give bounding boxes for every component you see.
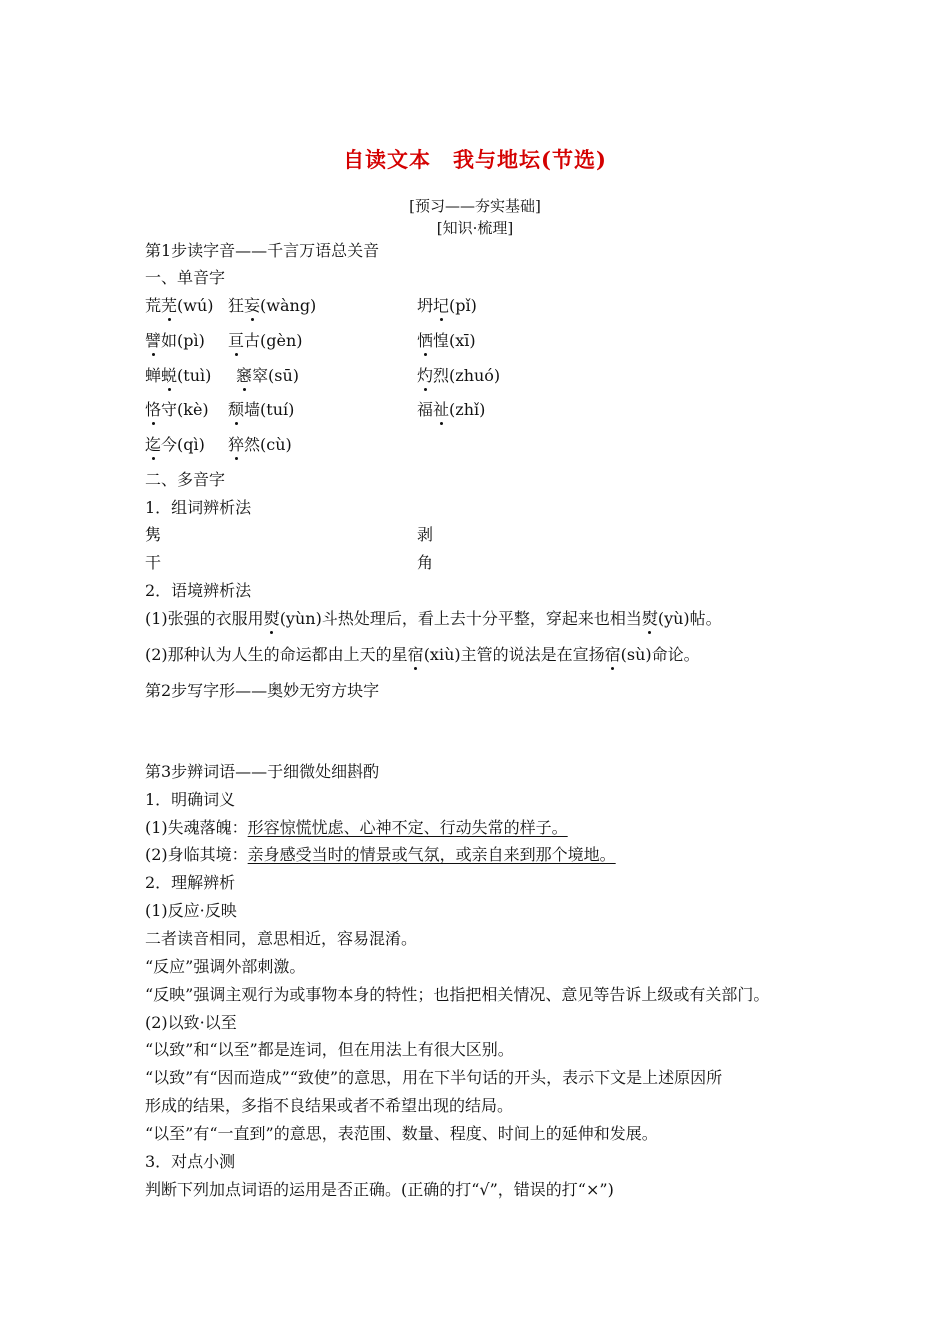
step1-heading: 第1步读字音——千言万语总关音 <box>145 241 380 260</box>
step3-heading: 第3步辨词语——于细微处细斟酌 <box>145 762 380 781</box>
pron-item: 猝然(cù) <box>228 435 292 454</box>
pair2-title: (2)以致·以至 <box>145 1013 237 1032</box>
pron-item: 福祉(zhǐ) <box>417 400 486 419</box>
definition-1: (1)失魂落魄：形容惊慌忧虑、心神不定、行动失常的样子。 <box>145 818 568 837</box>
pron-item: 恪守(kè) <box>145 400 209 419</box>
quiz-instruction: 判断下列加点词语的运用是否正确。(正确的打“√”，错误的打“×”) <box>145 1180 614 1199</box>
pair2-line: “以至”有“一直到”的意思，表范围、数量、程度、时间上的延伸和发展。 <box>145 1124 658 1143</box>
single-char-heading: 一、单音字 <box>145 268 226 287</box>
method1-heading: 1．组词辨析法 <box>145 498 252 517</box>
pron-item: 蝉蜕(tuì) <box>145 366 212 385</box>
context-sentence-2: (2)那种认为人生的命运都由上天的星宿(xiù)主管的说法是在宣扬宿(sù)命论。 <box>145 645 700 664</box>
pron-item: 窸窣(sū) <box>236 366 300 385</box>
multi-char-heading: 二、多音字 <box>145 470 226 489</box>
document-title: 自读文本 我与地坛(节选) <box>343 147 607 172</box>
quiz-heading: 3．对点小测 <box>145 1152 236 1171</box>
context-sentence-1: (1)张强的衣服用熨(yùn)斗热处理后，看上去十分平整，穿起来也相当熨(yù)帖。 <box>145 609 722 628</box>
pron-item: 狂妄(wàng) <box>228 296 317 315</box>
section-preview: [预习——夯实基础] <box>409 197 541 215</box>
pair1-title: (1)反应·反映 <box>145 901 237 920</box>
pron-item: 譬如(pì) <box>145 331 205 350</box>
pron-item: 恓惶(xī) <box>417 331 476 350</box>
pair2-line: 形成的结果，多指不良结果或者不希望出现的结局。 <box>145 1096 514 1115</box>
pron-item: 灼烈(zhuó) <box>417 366 501 385</box>
pair1-line: 二者读音相同，意思相近，容易混淆。 <box>145 929 418 948</box>
pron-item: 迄今(qì) <box>145 435 205 454</box>
definition-2: (2)身临其境：亲身感受当时的情景或气氛，或亲自来到那个境地。 <box>145 845 616 864</box>
polyphone-char: 角 <box>417 553 434 572</box>
pron-item: 坍圮(pǐ) <box>417 296 477 315</box>
method2-heading: 2．语境辨析法 <box>145 581 252 600</box>
pair1-line: “反映”强调主观行为或事物本身的特性；也指把相关情况、意见等告诉上级或有关部门。 <box>145 985 770 1004</box>
pair2-line: “以致”和“以至”都是连词，但在用法上有很大区别。 <box>145 1040 514 1059</box>
pair1-line: “反应”强调外部刺激。 <box>145 957 306 976</box>
meaning-heading: 1．明确词义 <box>145 790 236 809</box>
step2-heading: 第2步写字形——奥妙无穷方块字 <box>145 681 380 700</box>
pron-item: 荒芜(wú) <box>145 296 214 315</box>
analysis-heading: 2．理解辨析 <box>145 873 236 892</box>
polyphone-char: 隽 <box>145 525 162 544</box>
pron-item: 亘古(gèn) <box>228 331 303 350</box>
polyphone-char: 干 <box>145 553 162 572</box>
section-knowledge: [知识·梳理] <box>436 219 514 237</box>
pair2-line: “以致”有“因而造成”“致使”的意思，用在下半句话的开头，表示下文是上述原因所 <box>145 1068 723 1087</box>
pron-item: 颓墙(tuí) <box>228 400 295 419</box>
polyphone-char: 剥 <box>417 525 434 544</box>
